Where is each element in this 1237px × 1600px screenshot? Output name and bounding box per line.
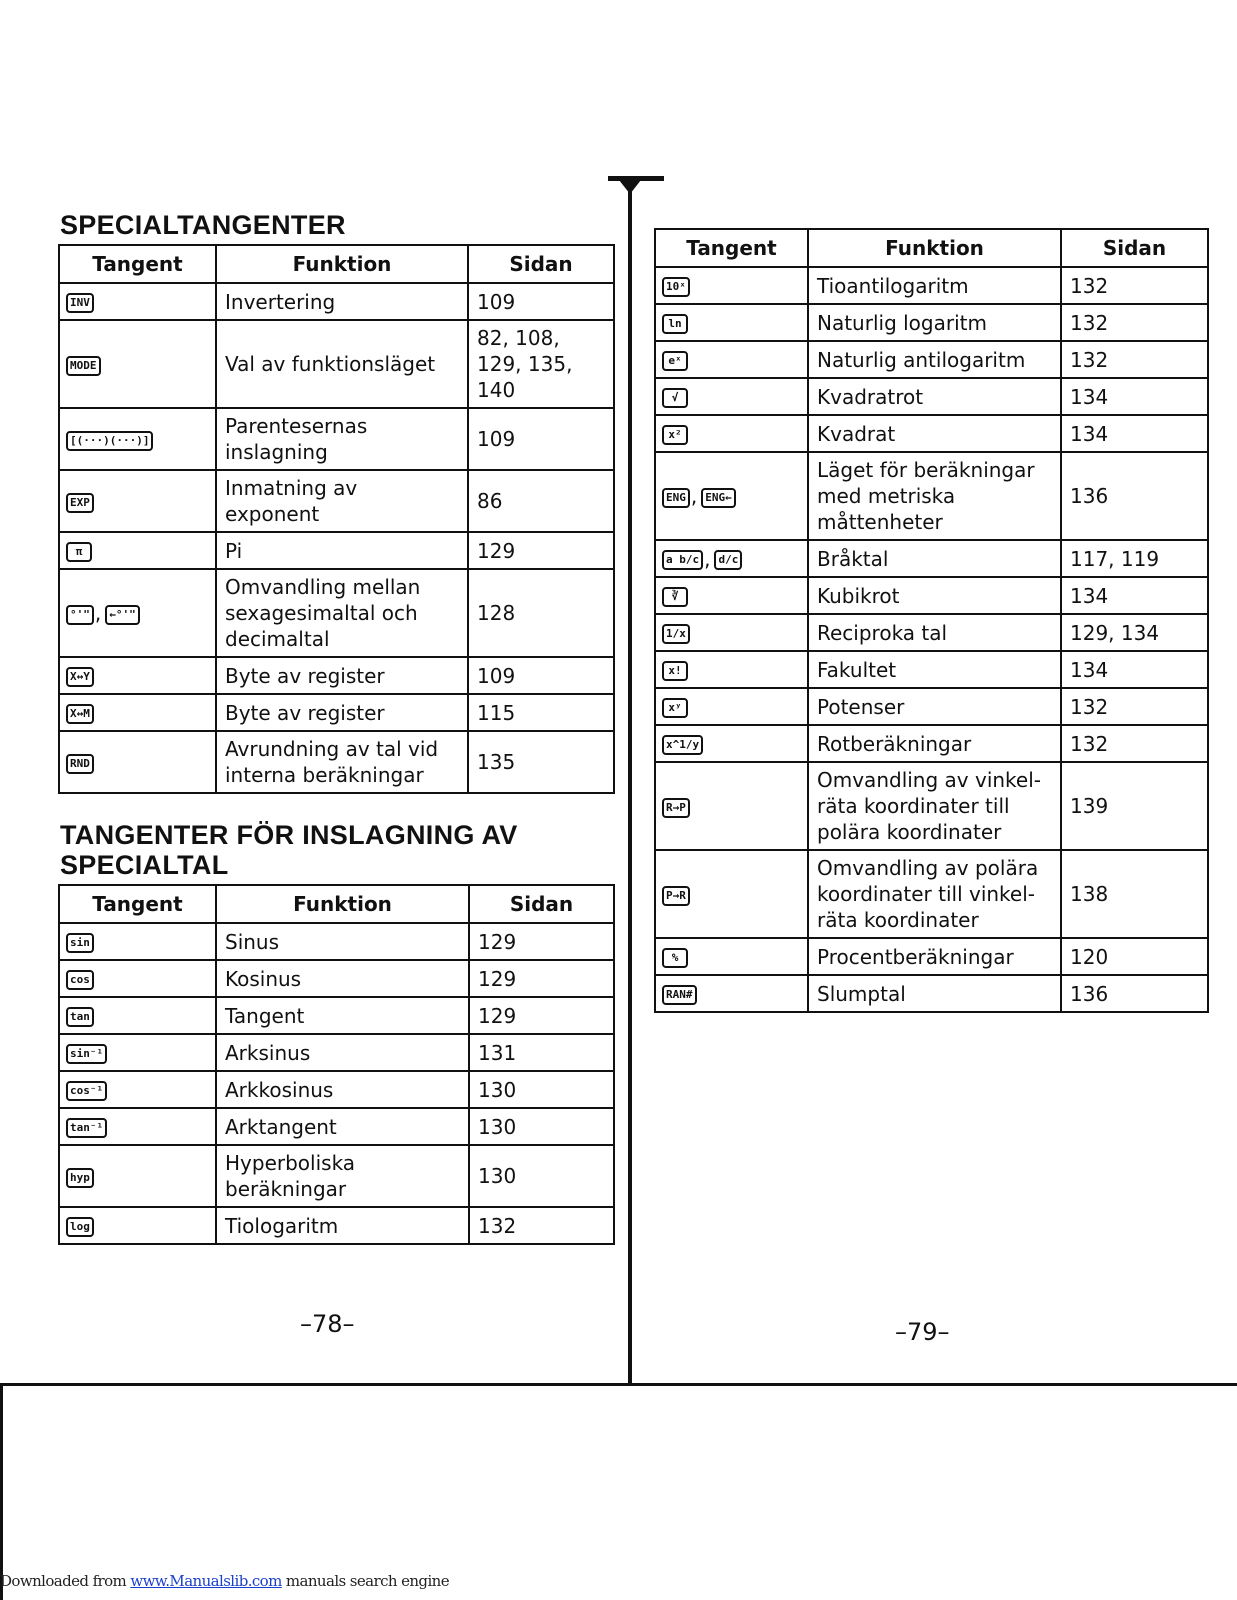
key-cell	[59, 320, 216, 408]
special-number-keys-table	[58, 884, 615, 1245]
calculator-key-icon: INV	[66, 293, 94, 313]
calculator-key-icon: ln	[662, 314, 688, 334]
key-cell	[59, 731, 216, 793]
calculator-key-icon: ←°'"	[105, 605, 140, 625]
calculator-key-icon: ENG←	[701, 488, 736, 508]
page-cell: 109	[468, 657, 614, 694]
calculator-key-icon: %	[662, 948, 688, 968]
function-cell: Läget för beräkningar med metriska måttenheter	[808, 452, 1061, 540]
function-cell: Parentesernas inslagning	[216, 408, 468, 470]
key-cell	[59, 408, 216, 470]
function-cell: Inmatning av exponent	[216, 470, 468, 532]
function-cell: Kvadratrot	[808, 378, 1061, 415]
function-cell: Hyperboliska beräkningar	[216, 1145, 469, 1207]
calculator-key-icon: a b/c	[662, 550, 703, 570]
table-row	[59, 960, 614, 997]
left-page	[58, 210, 628, 1245]
page-cell: 134	[1061, 415, 1208, 452]
table-row	[59, 569, 614, 657]
column-header-function: Funktion	[808, 229, 1061, 267]
table-row	[59, 1145, 614, 1207]
page-cell: 136	[1061, 975, 1208, 1012]
function-cell: Omvandling av polära koordinater till vinkel- räta koordinater	[808, 850, 1061, 938]
key-cell	[655, 651, 808, 688]
function-cell: Val av funktionsläget	[216, 320, 468, 408]
page-cell: 130	[469, 1145, 614, 1207]
table-row	[59, 470, 614, 532]
function-cell: Omvandling mellan sexagesimaltal och decimaltal	[216, 569, 468, 657]
key-cell	[59, 569, 216, 657]
function-keys-table	[654, 228, 1209, 1013]
page-cell: 115	[468, 694, 614, 731]
function-cell: Kosinus	[216, 960, 469, 997]
section-title-specialtal: TANGENTER FÖR INSLAGNING AV SPECIALTAL	[60, 820, 518, 880]
table-row	[655, 688, 1208, 725]
key-cell	[59, 1034, 216, 1071]
function-cell: Reciproka tal	[808, 614, 1061, 651]
function-cell: Byte av register	[216, 694, 468, 731]
column-header-function: Funktion	[216, 885, 469, 923]
page-cell: 130	[469, 1071, 614, 1108]
key-cell	[655, 975, 808, 1012]
calculator-key-icon: R→P	[662, 798, 690, 818]
page-number-left: –78–	[300, 1310, 355, 1338]
calculator-key-icon: RAN#	[662, 985, 697, 1005]
table-row	[655, 577, 1208, 614]
function-cell: Potenser	[808, 688, 1061, 725]
key-cell	[59, 923, 216, 960]
key-cell	[655, 614, 808, 651]
table-row	[59, 532, 614, 569]
page-cell: 131	[469, 1034, 614, 1071]
calculator-key-icon: X↔Y	[66, 667, 94, 687]
page-cell: 135	[468, 731, 614, 793]
table-row	[59, 997, 614, 1034]
key-cell	[59, 532, 216, 569]
table-row	[59, 283, 614, 320]
calculator-key-icon: sin	[66, 933, 94, 953]
key-cell	[655, 688, 808, 725]
calculator-key-icon: EXP	[66, 493, 94, 513]
key-separator: ,	[690, 484, 698, 508]
page-cell: 109	[468, 408, 614, 470]
footer-prefix: Downloaded from	[0, 1572, 131, 1590]
page-number-right: –79–	[895, 1318, 950, 1346]
table-row	[655, 415, 1208, 452]
key-separator: ,	[704, 546, 711, 571]
table-row	[655, 341, 1208, 378]
calculator-key-icon: log	[66, 1217, 94, 1237]
key-cell	[655, 540, 808, 577]
table-row	[59, 731, 614, 793]
manualslib-link[interactable]: www.Manualslib.com	[130, 1572, 282, 1590]
column-header-function: Funktion	[216, 245, 468, 283]
column-header-page: Sidan	[469, 885, 614, 923]
page-cell: 130	[469, 1108, 614, 1145]
calculator-key-icon: eˣ	[662, 351, 688, 371]
page-cell: 132	[1061, 304, 1208, 341]
function-cell: Tiologaritm	[216, 1207, 469, 1244]
table-row	[655, 975, 1208, 1012]
table-row	[655, 540, 1208, 577]
calculator-key-icon: cos	[66, 970, 94, 990]
page-cell: 132	[1061, 688, 1208, 725]
key-cell	[59, 1071, 216, 1108]
key-cell	[59, 1207, 216, 1244]
calculator-key-icon: °'"	[66, 605, 94, 625]
table-row	[59, 320, 614, 408]
table-row	[655, 452, 1208, 540]
column-header-key: Tangent	[59, 885, 216, 923]
center-fold-line	[628, 180, 632, 1384]
function-cell: Naturlig antilogaritm	[808, 341, 1061, 378]
key-cell	[59, 997, 216, 1034]
calculator-key-icon: x²	[662, 425, 688, 445]
calculator-key-icon: sin⁻¹	[66, 1044, 107, 1064]
table-row	[59, 408, 614, 470]
calculator-key-icon: P→R	[662, 886, 690, 906]
calculator-key-icon: x!	[662, 661, 688, 681]
table-row	[59, 694, 614, 731]
function-cell: Arkkosinus	[216, 1071, 469, 1108]
page-cell: 132	[1061, 725, 1208, 762]
page-cell: 129	[469, 960, 614, 997]
calculator-key-icon: tan	[66, 1007, 94, 1027]
key-cell	[59, 1145, 216, 1207]
key-cell	[59, 694, 216, 731]
table-row	[655, 304, 1208, 341]
key-cell	[655, 762, 808, 850]
page-cell: 129	[468, 532, 614, 569]
table-row	[59, 657, 614, 694]
footer-suffix: manuals search engine	[281, 1572, 449, 1590]
calculator-key-icon: √	[662, 388, 688, 408]
page-cell: 129	[469, 923, 614, 960]
key-cell	[655, 850, 808, 938]
table-row	[59, 1034, 614, 1071]
page-cell: 129	[469, 997, 614, 1034]
calculator-key-icon: cos⁻¹	[66, 1081, 107, 1101]
page-cell: 128	[468, 569, 614, 657]
key-cell	[655, 267, 808, 304]
page-cell: 132	[1061, 267, 1208, 304]
column-header-page: Sidan	[468, 245, 614, 283]
function-cell: Fakultet	[808, 651, 1061, 688]
table-header-row	[59, 885, 614, 923]
table-header-row	[655, 229, 1208, 267]
key-cell	[59, 470, 216, 532]
key-cell	[59, 283, 216, 320]
page-cell: 138	[1061, 850, 1208, 938]
download-footer	[0, 1572, 449, 1590]
key-cell	[59, 657, 216, 694]
function-cell: Pi	[216, 532, 468, 569]
key-cell	[655, 378, 808, 415]
special-keys-table	[58, 244, 615, 794]
bottom-page-edge	[0, 1383, 1237, 1386]
calculator-key-icon: hyp	[66, 1168, 94, 1188]
table-row	[655, 762, 1208, 850]
function-cell: Tangent	[216, 997, 469, 1034]
page-cell: 136	[1061, 452, 1208, 540]
key-cell	[655, 304, 808, 341]
function-cell: Rotberäkningar	[808, 725, 1061, 762]
calculator-key-icon: x^1/y	[662, 735, 703, 755]
function-cell: Sinus	[216, 923, 469, 960]
function-cell: Invertering	[216, 283, 468, 320]
page-cell: 134	[1061, 577, 1208, 614]
function-cell: Bråktal	[808, 540, 1061, 577]
page-cell: 86	[468, 470, 614, 532]
function-cell: Naturlig logaritm	[808, 304, 1061, 341]
calculator-key-icon: tan⁻¹	[66, 1118, 107, 1138]
calculator-key-icon: MODE	[66, 356, 101, 376]
calculator-key-icon: ENG	[662, 488, 690, 508]
function-cell: Arktangent	[216, 1108, 469, 1145]
table-row	[655, 725, 1208, 762]
calculator-key-icon: X↔M	[66, 704, 94, 724]
calculator-key-icon: [(···)(···)]	[66, 431, 153, 451]
table-row	[59, 923, 614, 960]
column-header-key: Tangent	[655, 229, 808, 267]
table-row	[655, 850, 1208, 938]
function-cell: Omvandling av vinkel- räta koordinater till polära koordinater	[808, 762, 1061, 850]
page-cell: 109	[468, 283, 614, 320]
key-cell	[655, 725, 808, 762]
table-row	[655, 378, 1208, 415]
table-row	[59, 1071, 614, 1108]
page-cell: 132	[1061, 341, 1208, 378]
key-separator: ,	[94, 601, 102, 625]
calculator-key-icon: RND	[66, 754, 94, 774]
key-cell	[655, 341, 808, 378]
page-cell: 117, 119	[1061, 540, 1208, 577]
function-cell: Slumptal	[808, 975, 1061, 1012]
function-cell: Kubikrot	[808, 577, 1061, 614]
page-cell: 134	[1061, 378, 1208, 415]
calculator-key-icon: ∛	[662, 587, 688, 607]
page-cell: 132	[469, 1207, 614, 1244]
page-cell: 82, 108, 129, 135, 140	[468, 320, 614, 408]
left-page-edge	[0, 1386, 3, 1600]
table-row	[655, 614, 1208, 651]
key-cell	[655, 452, 808, 540]
table-row	[655, 938, 1208, 975]
page-cell: 129, 134	[1061, 614, 1208, 651]
table-row	[59, 1207, 614, 1244]
function-cell: Arksinus	[216, 1034, 469, 1071]
calculator-key-icon: xʸ	[662, 698, 688, 718]
calculator-key-icon: d/c	[714, 550, 742, 570]
column-header-page: Sidan	[1061, 229, 1208, 267]
function-cell: Tioantilogaritm	[808, 267, 1061, 304]
key-cell	[655, 577, 808, 614]
table-row	[655, 651, 1208, 688]
key-cell	[59, 1108, 216, 1145]
calculator-key-icon: 1/x	[662, 624, 690, 644]
page-cell: 134	[1061, 651, 1208, 688]
column-header-key: Tangent	[59, 245, 216, 283]
page-cell: 139	[1061, 762, 1208, 850]
function-cell: Kvadrat	[808, 415, 1061, 452]
table-row	[59, 1108, 614, 1145]
function-cell: Byte av register	[216, 657, 468, 694]
key-cell	[655, 938, 808, 975]
function-cell: Procentberäkningar	[808, 938, 1061, 975]
table-header-row	[59, 245, 614, 283]
key-cell	[59, 960, 216, 997]
calculator-key-icon: π	[66, 542, 92, 562]
function-cell: Avrundning av tal vid interna beräkningar	[216, 731, 468, 793]
right-page	[668, 228, 1237, 1013]
table-row	[655, 267, 1208, 304]
key-cell	[655, 415, 808, 452]
calculator-key-icon: 10ˣ	[662, 277, 690, 297]
section-title-specialtangenter: SPECIALTANGENTER	[60, 210, 346, 240]
page-cell: 120	[1061, 938, 1208, 975]
